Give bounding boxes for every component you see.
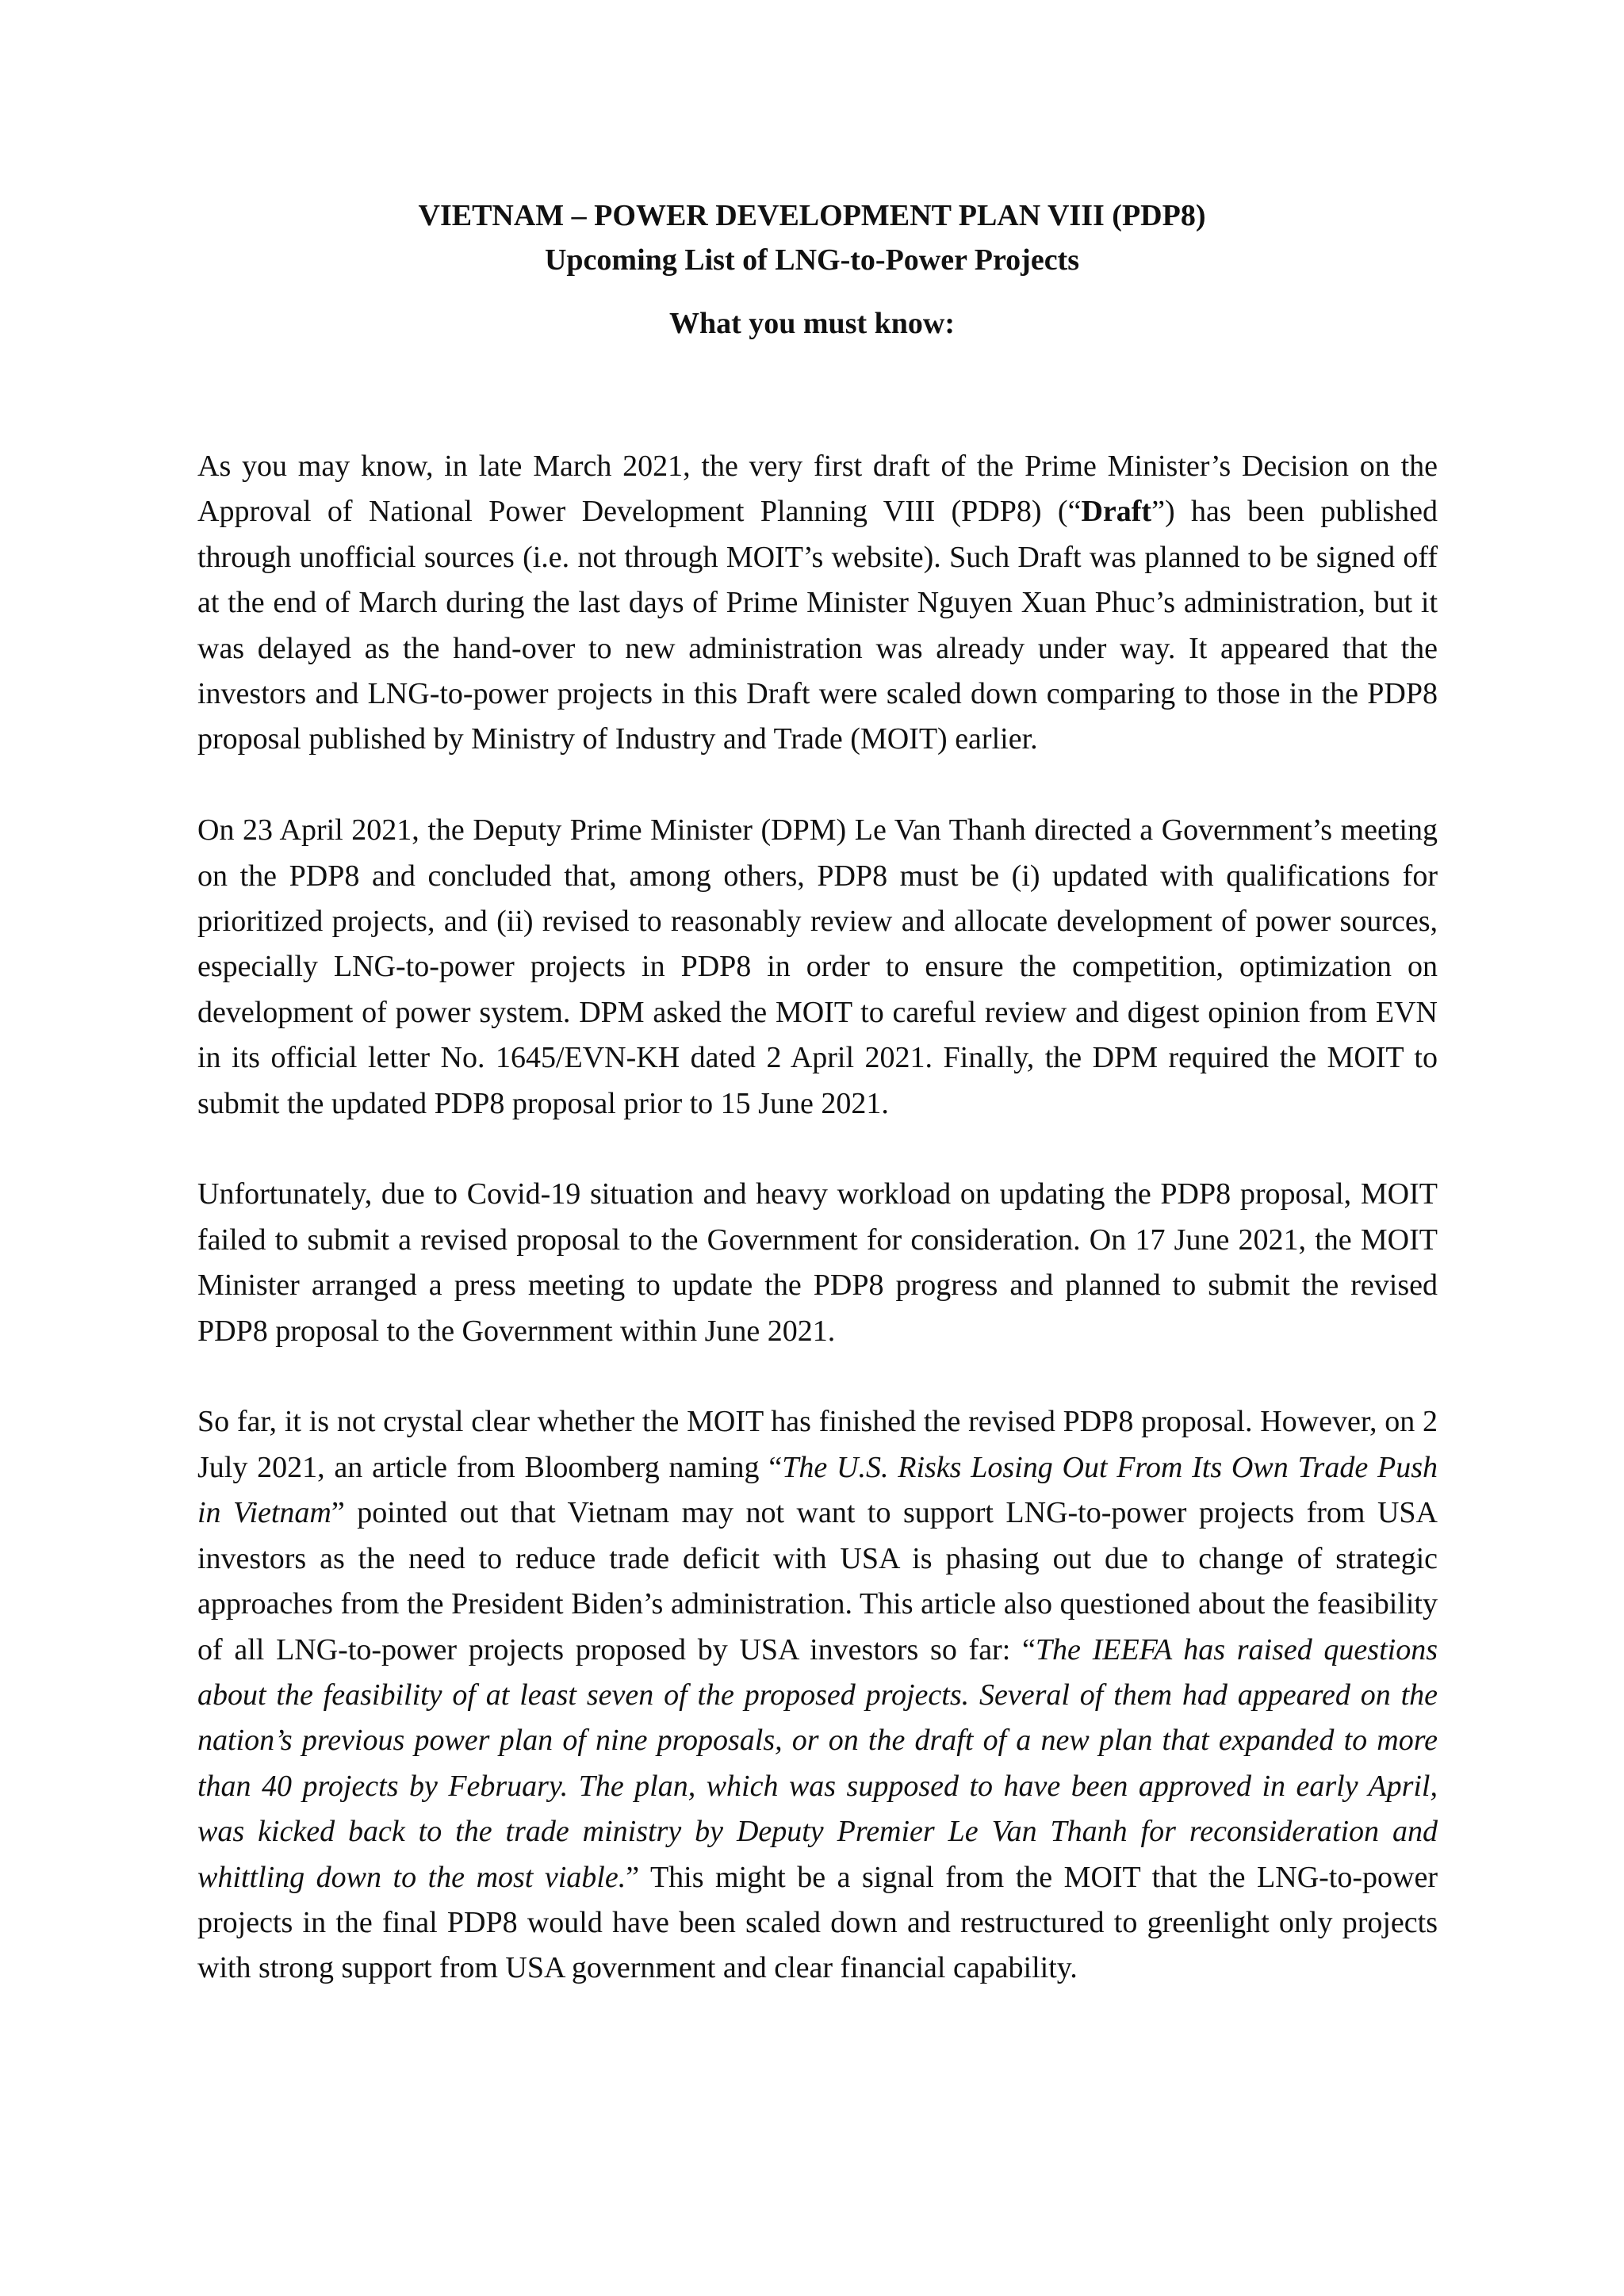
draft-term: Draft <box>1081 495 1152 529</box>
paragraph-1-text-b: ”) has been published through unofficial sources (i.e. not through MOIT’s website). Such Draft was planned to be signed off at the end of March during the last days of Prime Minister Nguyen Xuan Phuc’s administration, but it was delayed as the hand-over to new administration was already under way. It appeared that the investors and LNG-to-power projects in this Draft were scaled down comparing to those in the PDP8 proposal published by Ministry of Industry and Trade (MOIT) earlier. <box>197 495 1438 756</box>
paragraph-1-text-a: As you may know, in late March 2021, the very first draft of the Prime Minister’s Decision on the Approval of National Power Development Planning VIII (PDP8) (“ <box>197 450 1438 529</box>
title-line-2: Upcoming List of LNG-to-Power Projects <box>544 243 1080 277</box>
article-quote: The IEEFA has raised questions about the feasibility of at least seven of the proposed projects. Several of them had appeared on the nation’s previous power plan of nine proposals, or on the draft of a new plan that expanded to more than 40 projects by February. The plan, which was supposed to have been approved in early April, was kicked back to the trade ministry by Deputy Premier Le Van Thanh for reconsideration and whittling down to the most viable. <box>197 1632 1438 1894</box>
paragraph-4-text-a: So far, it is not crystal clear whether the MOIT has finished the revised PDP8 proposal. However, on 2 July 2021, an article from Bloomberg naming “ <box>197 1405 1438 1484</box>
title-line-1: VIETNAM – POWER DEVELOPMENT PLAN VIII (PDP8) <box>418 199 1206 232</box>
paragraph-4-text-c: ” This might be a signal from the MOIT that the LNG-to-power projects in the final PDP8 would have been scaled down and restructured to greenlight only projects with strong support from USA government and clear financial capability. <box>197 1860 1438 1985</box>
document-body <box>197 444 1438 2037</box>
document-subtitle: What you must know: <box>668 307 956 340</box>
document-title <box>0 193 1624 282</box>
paragraph-4 <box>197 1399 1438 1991</box>
paragraph-4-text-b: ” pointed out that Vietnam may not want to support LNG-to-power projects from USA investors as the need to reduce trade deficit with USA is phasing out due to change of strategic approaches from the President Biden’s administration. This article also questioned about the feasibility of all LNG-to-power projects proposed by USA investors so far: “ <box>197 1496 1438 1667</box>
paragraph-1 <box>197 444 1438 763</box>
paragraph-2: On 23 April 2021, the Deputy Prime Minister (DPM) Le Van Thanh directed a Government’s meeting on the PDP8 and concluded that, among others, PDP8 must be (i) updated with qualifications for prioritized projects, and (ii) revised to reasonably review and allocate development of power sources, especially LNG-to-power projects in PDP8 in order to ensure the competition, optimization on development of power system. DPM asked the MOIT to careful review and digest opinion from EVN in its official letter No. 1645/EVN-KH dated 2 April 2021. Finally, the DPM required the MOIT to submit the updated PDP8 proposal prior to 15 June 2021. <box>197 813 1438 1120</box>
paragraph-3: Unfortunately, due to Covid-19 situation and heavy workload on updating the PDP8 proposal, MOIT failed to submit a revised proposal to the Government for consideration. On 17 June 2021, the MOIT Minister arranged a press meeting to update the PDP8 progress and planned to submit the revised PDP8 proposal to the Government within June 2021. <box>197 1177 1438 1348</box>
article-title: The U.S. Risks Losing Out From Its Own Trade Push in Vietnam <box>197 1450 1438 1530</box>
